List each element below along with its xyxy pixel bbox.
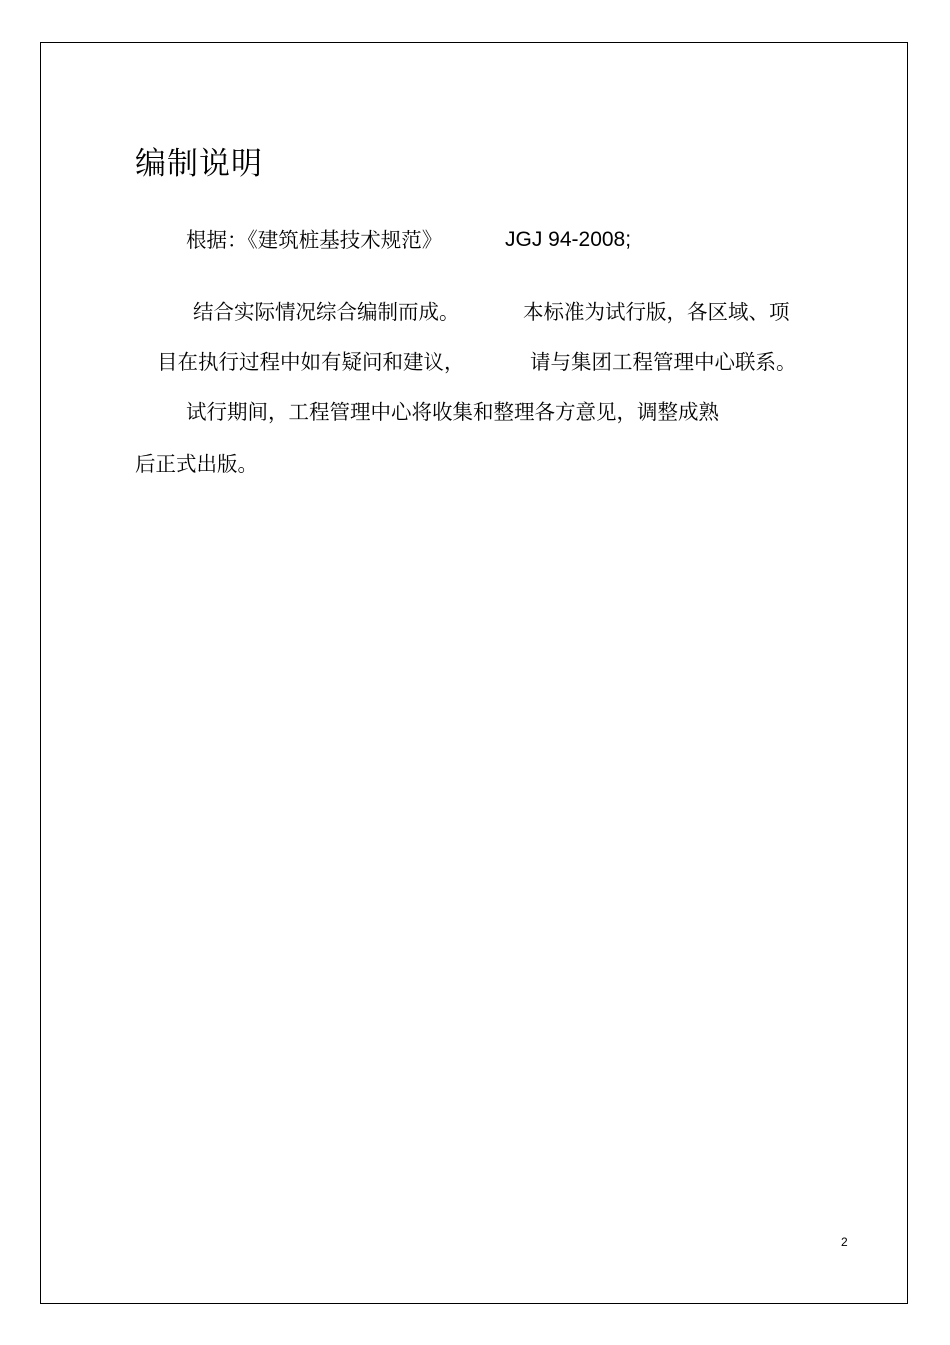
basis-code: JGJ 94-2008; <box>505 228 632 251</box>
page-border <box>40 42 908 1304</box>
paragraph2-line1: 试行期间，工程管理中心将收集和整理各方意见，调整成熟 <box>186 400 719 424</box>
page-number: 2 <box>841 1235 848 1249</box>
paragraph1-line2-part2: 请与集团工程管理中心联系。 <box>530 350 797 374</box>
paragraph1-line2-part1: 目在执行过程中如有疑问和建议， <box>157 350 465 374</box>
basis-label: 根据：《建筑桩基技术规范》 <box>186 228 443 252</box>
paragraph1-line1-part1: 结合实际情况综合编制而成。 <box>193 300 460 324</box>
document-title: 编制说明 <box>135 146 263 182</box>
paragraph2-line2: 后正式出版。 <box>135 452 258 476</box>
paragraph1-line1-part2: 本标准为试行版，各区域、项 <box>523 300 790 324</box>
